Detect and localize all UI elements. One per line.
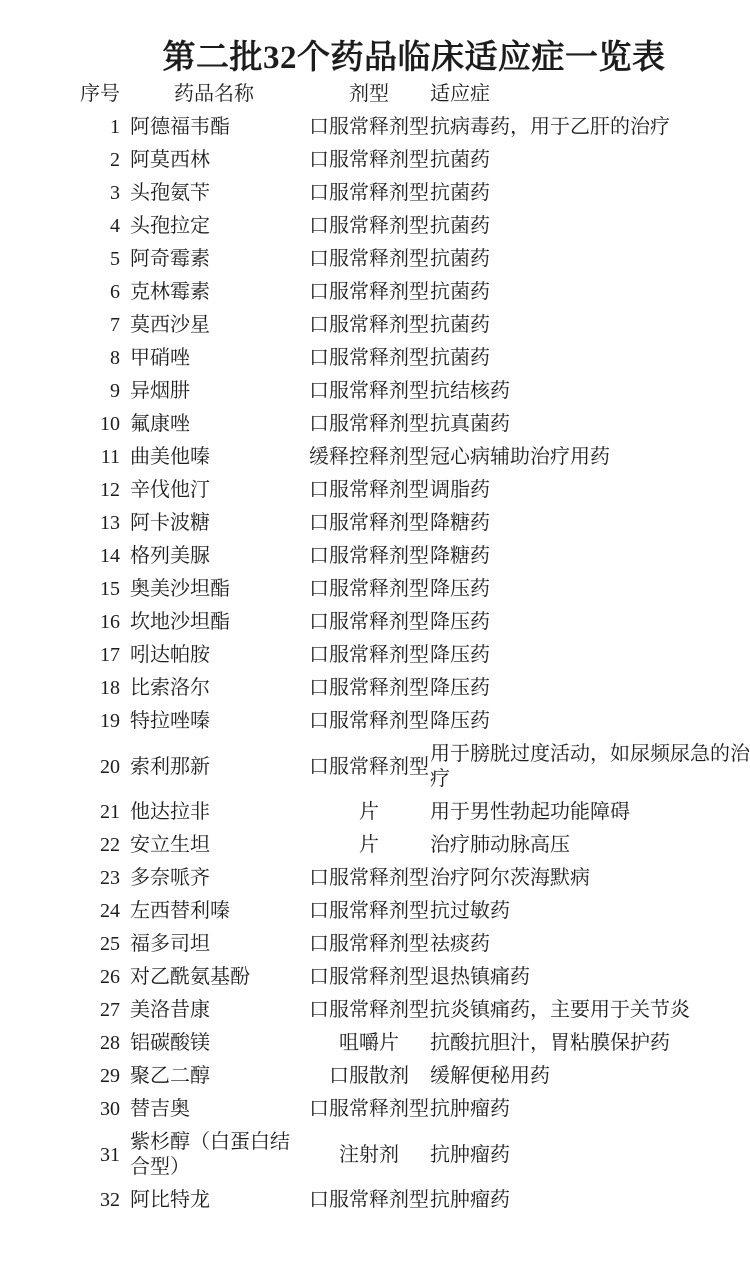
indication-cell: 抗肿瘤药 — [430, 1143, 510, 1166]
indication-cell: 治疗肺动脉高压 — [430, 834, 570, 856]
col-header-no: 序号 — [80, 83, 120, 105]
indication-cell: 抗菌药 — [430, 248, 490, 270]
row-number-cell: 27 — [100, 999, 120, 1021]
col-header-dosage-form: 剂型 — [349, 83, 389, 105]
dosage-form-cell: 口服散剂 — [329, 1065, 409, 1087]
dosage-form-cell: 口服常释剂型 — [309, 966, 429, 988]
row-number-cell: 15 — [100, 578, 120, 600]
dosage-form-cell: 口服常释剂型 — [309, 281, 429, 303]
indication-cell: 抗菌药 — [430, 215, 490, 237]
drug-name-cell: 替吉奥 — [130, 1098, 190, 1120]
indication-cell: 抗菌药 — [430, 182, 490, 204]
drug-name-cell: 坎地沙坦酯 — [130, 611, 230, 633]
row-number-cell: 18 — [100, 677, 120, 699]
dosage-form-cell: 口服常释剂型 — [309, 710, 429, 732]
drug-name-cell: 吲达帕胺 — [130, 644, 210, 666]
table-row — [78, 177, 750, 210]
table-row — [78, 441, 750, 474]
table-body — [78, 111, 750, 1217]
drug-name-cell: 多奈哌齐 — [130, 867, 210, 889]
document-content — [78, 38, 750, 1217]
row-number-cell: 29 — [100, 1065, 120, 1087]
indication-cell: 抗菌药 — [430, 314, 490, 336]
indication-cell: 治疗阿尔茨海默病 — [430, 867, 590, 889]
row-number-cell: 14 — [100, 545, 120, 567]
table-row — [78, 672, 750, 705]
row-number-cell: 10 — [100, 413, 120, 435]
drug-name-cell: 对乙酰氨基酚 — [130, 966, 250, 988]
drug-name-cell: 美洛昔康 — [130, 999, 210, 1021]
table-row — [78, 474, 750, 507]
page-title: 第二批32个药品临床适应症一览表 — [162, 40, 666, 76]
drug-name-cell: 阿德福韦酯 — [130, 116, 230, 138]
dosage-form-cell: 口服常释剂型 — [309, 215, 429, 237]
indication-cell: 抗菌药 — [430, 347, 490, 369]
row-number-cell: 24 — [100, 900, 120, 922]
drug-name-cell: 甲硝唑 — [130, 347, 190, 369]
drug-name-cell: 聚乙二醇 — [130, 1065, 210, 1087]
drug-name-cell: 奥美沙坦酯 — [130, 578, 230, 600]
drug-name-cell: 比索洛尔 — [130, 677, 210, 699]
col-header-indication: 适应症 — [430, 83, 490, 105]
dosage-form-cell: 口服常释剂型 — [309, 314, 429, 336]
dosage-form-cell: 片 — [359, 801, 379, 823]
drug-name-cell: 辛伐他汀 — [130, 479, 210, 501]
indication-cell: 冠心病辅助治疗用药 — [430, 446, 610, 468]
dosage-form-cell: 口服常释剂型 — [309, 867, 429, 889]
drug-name-cell: 头孢拉定 — [130, 215, 210, 237]
row-number-cell: 20 — [100, 755, 120, 778]
dosage-form-cell: 片 — [359, 834, 379, 856]
row-number-cell: 9 — [110, 380, 120, 402]
row-number-cell: 7 — [110, 314, 120, 336]
row-number-cell: 3 — [110, 182, 120, 204]
indication-cell: 抗菌药 — [430, 281, 490, 303]
dosage-form-cell: 缓释控释剂型 — [309, 446, 429, 468]
row-number-cell: 2 — [110, 149, 120, 171]
table-row — [78, 243, 750, 276]
drug-name-cell: 曲美他嗪 — [130, 446, 210, 468]
row-number-cell: 6 — [110, 281, 120, 303]
drug-name-cell: 安立生坦 — [130, 834, 210, 856]
indication-cell: 降糖药 — [430, 545, 490, 567]
table-row — [78, 309, 750, 342]
drug-name-cell: 特拉唑嗪 — [130, 710, 210, 732]
indication-cell: 降压药 — [430, 578, 490, 600]
table-row — [78, 1027, 750, 1060]
drug-name-cell: 克林霉素 — [130, 281, 210, 303]
drug-name-cell: 阿莫西林 — [130, 149, 210, 171]
table-row — [78, 862, 750, 895]
table-row — [78, 928, 750, 961]
table-row — [78, 375, 750, 408]
row-number-cell: 17 — [100, 644, 120, 666]
drug-name-cell: 阿比特龙 — [130, 1189, 210, 1211]
indication-cell: 降压药 — [430, 677, 490, 699]
row-number-cell: 26 — [100, 966, 120, 988]
dosage-form-cell: 口服常释剂型 — [309, 413, 429, 435]
row-number-cell: 5 — [110, 248, 120, 270]
drug-name-cell: 索利那新 — [130, 755, 210, 778]
indication-cell: 抗菌药 — [430, 149, 490, 171]
drug-name-cell: 异烟肼 — [130, 380, 190, 402]
table-row — [78, 573, 750, 606]
indication-cell: 降压药 — [430, 611, 490, 633]
indication-cell: 用于男性勃起功能障碍 — [430, 801, 630, 823]
dosage-form-cell: 口服常释剂型 — [309, 347, 429, 369]
indication-cell: 降压药 — [430, 710, 490, 732]
row-number-cell: 22 — [100, 834, 120, 856]
drug-name-cell: 福多司坦 — [130, 933, 210, 955]
indication-cell: 抗酸抗胆汁，胃粘膜保护药 — [430, 1032, 670, 1054]
dosage-form-cell: 口服常释剂型 — [309, 248, 429, 270]
row-number-cell: 16 — [100, 611, 120, 633]
dosage-form-cell: 口服常释剂型 — [309, 512, 429, 534]
table-row — [78, 144, 750, 177]
drug-name-cell: 左西替利嗪 — [130, 900, 230, 922]
row-number-cell: 25 — [100, 933, 120, 955]
indication-cell: 抗炎镇痛药，主要用于关节炎 — [430, 999, 690, 1021]
table-row — [78, 111, 750, 144]
table-row — [78, 540, 750, 573]
dosage-form-cell: 口服常释剂型 — [309, 755, 429, 778]
dosage-form-cell: 口服常释剂型 — [309, 578, 429, 600]
row-number-cell: 32 — [100, 1189, 120, 1211]
drug-name-cell: 莫西沙星 — [130, 314, 210, 336]
table-row — [78, 961, 750, 994]
indication-cell: 抗病毒药，用于乙肝的治疗 — [430, 116, 670, 138]
indication-cell: 祛痰药 — [430, 933, 490, 955]
dosage-form-cell: 口服常释剂型 — [309, 677, 429, 699]
indication-cell: 缓解便秘用药 — [430, 1065, 550, 1087]
indication-cell: 抗肿瘤药 — [430, 1098, 510, 1120]
indication-cell: 抗肿瘤药 — [430, 1189, 510, 1211]
row-number-cell: 13 — [100, 512, 120, 534]
table-row — [78, 796, 750, 829]
table-row — [78, 895, 750, 928]
drug-name-cell: 阿奇霉素 — [130, 248, 210, 270]
table-row — [78, 1093, 750, 1126]
dosage-form-cell: 口服常释剂型 — [309, 900, 429, 922]
row-number-cell: 19 — [100, 710, 120, 732]
row-number-cell: 30 — [100, 1098, 120, 1120]
dosage-form-cell: 口服常释剂型 — [309, 644, 429, 666]
table-row — [78, 342, 750, 375]
drug-name-cell: 阿卡波糖 — [130, 512, 210, 534]
row-number-cell: 31 — [100, 1143, 120, 1166]
indication-cell: 用于膀胱过度活动，如尿频尿急的治疗 — [430, 743, 750, 790]
row-number-cell: 4 — [110, 215, 120, 237]
table-row — [78, 408, 750, 441]
row-number-cell: 11 — [100, 446, 120, 468]
drug-name-cell: 格列美脲 — [130, 545, 210, 567]
table-row — [78, 276, 750, 309]
dosage-form-cell: 口服常释剂型 — [309, 116, 429, 138]
drug-name-cell: 头孢氨苄 — [130, 182, 210, 204]
dosage-form-cell: 口服常释剂型 — [309, 611, 429, 633]
dosage-form-cell: 口服常释剂型 — [309, 380, 429, 402]
dosage-form-cell: 口服常释剂型 — [309, 1098, 429, 1120]
dosage-form-cell: 口服常释剂型 — [309, 545, 429, 567]
row-number-cell: 23 — [100, 867, 120, 889]
dosage-form-cell: 口服常释剂型 — [309, 933, 429, 955]
indication-cell: 抗结核药 — [430, 380, 510, 402]
indication-cell: 调脂药 — [430, 479, 490, 501]
table-row — [78, 829, 750, 862]
drug-name-cell: 氟康唑 — [130, 413, 190, 435]
indication-cell: 降压药 — [430, 644, 490, 666]
row-number-cell: 21 — [100, 801, 120, 823]
drug-name-cell: 他达拉非 — [130, 801, 210, 823]
table-row — [78, 1184, 750, 1217]
col-header-drug-name: 药品名称 — [174, 83, 254, 105]
table-row — [78, 210, 750, 243]
indication-cell: 退热镇痛药 — [430, 966, 530, 988]
dosage-form-cell: 咀嚼片 — [339, 1032, 399, 1054]
table-row — [78, 1126, 750, 1184]
row-number-cell: 12 — [100, 479, 120, 501]
dosage-form-cell: 口服常释剂型 — [309, 999, 429, 1021]
dosage-form-cell: 口服常释剂型 — [309, 479, 429, 501]
table-row — [78, 639, 750, 672]
row-number-cell: 28 — [100, 1032, 120, 1054]
table-header-row — [78, 78, 750, 111]
table-row — [78, 606, 750, 639]
drug-name-cell: 铝碳酸镁 — [130, 1032, 210, 1054]
dosage-form-cell: 口服常释剂型 — [309, 182, 429, 204]
drug-table — [78, 78, 750, 1217]
table-row — [78, 507, 750, 540]
row-number-cell: 8 — [110, 347, 120, 369]
dosage-form-cell: 口服常释剂型 — [309, 1189, 429, 1211]
row-number-cell: 1 — [110, 116, 120, 138]
indication-cell: 抗过敏药 — [430, 900, 510, 922]
indication-cell: 抗真菌药 — [430, 413, 510, 435]
dosage-form-cell: 注射剂 — [339, 1143, 399, 1166]
indication-cell: 降糖药 — [430, 512, 490, 534]
table-row — [78, 994, 750, 1027]
dosage-form-cell: 口服常释剂型 — [309, 149, 429, 171]
drug-name-cell: 紫杉醇（白蛋白结合型） — [130, 1131, 290, 1178]
table-row — [78, 1060, 750, 1093]
table-row — [78, 705, 750, 738]
table-row — [78, 738, 750, 796]
